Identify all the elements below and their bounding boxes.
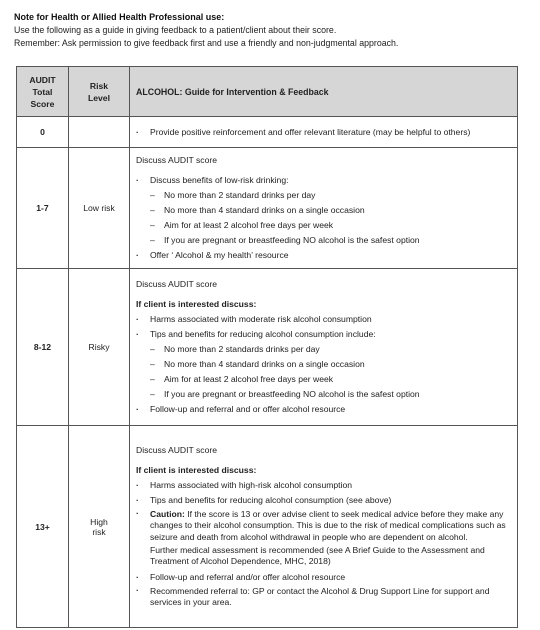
- risk-level-cell: [69, 426, 130, 627]
- guide-dash-item: – No more than 4 standard drinks on a single occasion: [136, 203, 511, 218]
- guide-heading: Discuss AUDIT score: [136, 445, 218, 456]
- guide-bullet: · Tips and benefits for reducing alcohol consumption include:: [136, 327, 511, 342]
- header-risk-level: [69, 67, 130, 116]
- caution-label: Caution:: [150, 508, 185, 519]
- note-title: Note for Health or Allied Health Professional use:: [14, 12, 225, 22]
- audit-score-cell: 0: [17, 117, 69, 147]
- guide-bullet: · Offer ‘ Alcohol & my health’ resource: [136, 248, 511, 263]
- note-instruction: Use the following as a guide in giving feedback to a patient/client about their score.: [14, 25, 337, 35]
- guide-dash-item: – Aim for at least 2 alcohol free days per week: [136, 372, 511, 387]
- guide-dash-item: – No more than 2 standard drinks per day: [136, 188, 511, 203]
- table-row: [17, 268, 517, 425]
- audit-score-cell: 13+: [17, 426, 69, 627]
- audit-feedback-table: [16, 66, 518, 628]
- guide-dash-item: – No more than 2 standards drinks per day: [136, 342, 511, 357]
- guide-dash-item: – Aim for at least 2 alcohol free days per week: [136, 218, 511, 233]
- table-row: [17, 425, 517, 627]
- header-audit-score-line: Total: [32, 86, 53, 97]
- guide-dash-item: – If you are pregnant or breastfeeding NO alcohol is the safest option: [136, 387, 511, 402]
- guide-bullet: · Discuss benefits of low-risk drinking:: [136, 173, 511, 188]
- guide-subheading: If client is interested discuss:: [136, 299, 257, 310]
- caution-text: If the score is 13 or over advise client to seek medical advice before they make any changes to their alcohol consumption. This is due to the risk of medical complications such as seizure and death from alcohol withdrawal in people who are dependent on alcohol.: [150, 508, 506, 542]
- guide-heading: Discuss AUDIT score: [136, 279, 218, 290]
- header-risk-level-line: Risk: [89, 80, 109, 91]
- risk-level-cell: Low risk: [69, 148, 130, 268]
- guide-heading: Discuss AUDIT score: [136, 155, 218, 166]
- header-risk-level-line: Level: [88, 92, 110, 103]
- guide-cell: [130, 269, 517, 425]
- risk-level-line: High: [90, 516, 108, 527]
- professional-note: [14, 11, 529, 50]
- guide-bullet: · Harms associated with high-risk alcohol consumption: [136, 478, 511, 493]
- caution-bullet: [136, 508, 511, 545]
- table-row: [17, 147, 517, 268]
- note-reminder: Remember: Ask permission to give feedback first and use a friendly and non-judgmental approach.: [14, 38, 399, 48]
- guide-paragraph: Further medical assessment is recommended (see A Brief Guide to the Assessment and Treatment of Alcohol Dependence, MHC, 2018): [150, 544, 485, 567]
- guide-dash-item: – No more than 4 standard drinks on a single occasion: [136, 357, 511, 372]
- guide-bullet: · Provide positive reinforcement and offer relevant literature (may be helpful to others): [136, 125, 511, 140]
- guide-cell: [130, 148, 517, 268]
- risk-level-cell: [69, 117, 130, 147]
- guide-bullet: · Harms associated with moderate risk alcohol consumption: [136, 312, 511, 327]
- risk-level-line: risk: [92, 526, 106, 537]
- table-row: [17, 116, 517, 147]
- risk-level-cell: Risky: [69, 269, 130, 425]
- guide-bullet: · Recommended referral to: GP or contact the Alcohol & Drug Support Line for support and services in your area.: [136, 585, 511, 610]
- guide-bullet: · Follow-up and referral and or offer alcohol resource: [136, 402, 511, 417]
- guide-cell: [130, 117, 517, 147]
- guide-bullet: · Follow-up and referral and/or offer alcohol resource: [136, 570, 511, 585]
- header-audit-score-line: Score: [30, 98, 55, 109]
- guide-cell: [130, 426, 517, 627]
- table-header-row: [17, 67, 517, 116]
- guide-dash-item: – If you are pregnant or breastfeeding NO alcohol is the safest option: [136, 233, 511, 248]
- guide-subheading: If client is interested discuss:: [136, 465, 257, 476]
- audit-score-cell: 1-7: [17, 148, 69, 268]
- audit-score-cell: 8-12: [17, 269, 69, 425]
- header-audit-score: [17, 67, 69, 116]
- header-audit-score-line: AUDIT: [29, 74, 56, 85]
- header-guide: ALCOHOL: Guide for Intervention & Feedback: [136, 86, 329, 97]
- guide-bullet: · Tips and benefits for reducing alcohol consumption (see above): [136, 493, 511, 508]
